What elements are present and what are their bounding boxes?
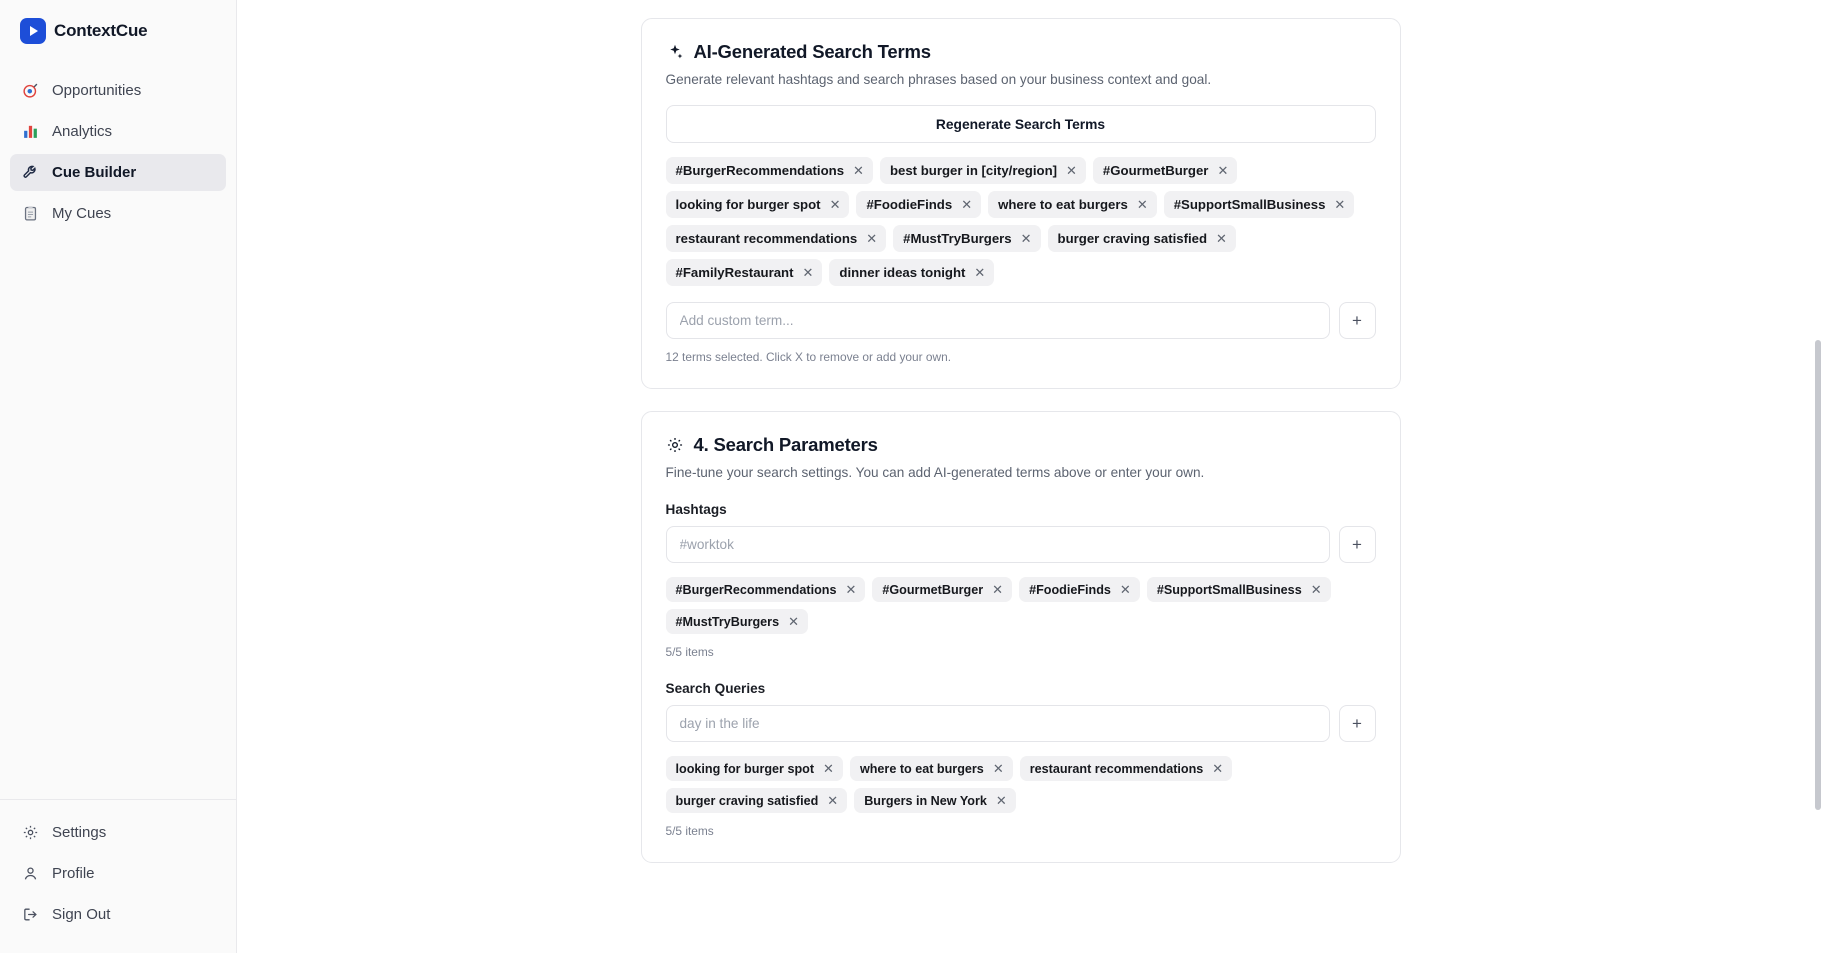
remove-query-icon[interactable]: ✕	[992, 761, 1004, 776]
play-logo-icon	[20, 18, 46, 44]
remove-term-icon[interactable]: ✕	[1217, 163, 1229, 178]
term-chip-label: dinner ideas tonight	[839, 265, 966, 280]
hashtag-chip[interactable]	[1147, 577, 1331, 602]
hashtag-chip[interactable]	[872, 577, 1012, 602]
query-chip-label: Burgers in New York	[864, 793, 987, 808]
hashtags-label: Hashtags	[665, 502, 727, 517]
brand[interactable]	[0, 0, 236, 60]
term-chip-label: #MustTryBurgers	[903, 231, 1012, 246]
hashtag-chip[interactable]	[666, 609, 809, 634]
add-hashtag-button[interactable]: +	[1339, 526, 1376, 563]
remove-hashtag-icon[interactable]: ✕	[788, 614, 799, 629]
query-chip[interactable]	[666, 756, 843, 781]
hashtag-chip[interactable]	[666, 577, 866, 602]
sidebar-item-profile[interactable]	[10, 855, 226, 892]
wrench-icon	[21, 164, 39, 182]
card-subtitle: Fine-tune your search settings. You can add AI-generated terms above or enter your own.	[665, 465, 1205, 480]
hashtag-chip-label: #BurgerRecommendations	[675, 582, 837, 597]
search-queries-input[interactable]	[666, 705, 1330, 742]
term-chip-label: where to eat burgers	[998, 197, 1128, 212]
remove-query-icon[interactable]: ✕	[1212, 761, 1224, 776]
hashtag-chip-label: #GourmetBurger	[882, 582, 984, 597]
sidebar-item-label: Analytics	[52, 123, 113, 140]
search-queries-chip-list	[666, 756, 1376, 813]
user-icon	[21, 865, 39, 883]
term-chip-label: restaurant recommendations	[675, 231, 858, 246]
sidebar-item-analytics[interactable]	[10, 113, 226, 150]
sidebar-item-sign-out[interactable]	[10, 896, 226, 933]
sidebar-item-my-cues[interactable]	[10, 195, 226, 232]
search-parameters-card	[641, 411, 1401, 863]
remove-term-icon[interactable]: ✕	[1334, 197, 1346, 212]
remove-term-icon[interactable]: ✕	[1020, 231, 1032, 246]
remove-term-icon[interactable]: ✕	[829, 197, 841, 212]
query-chip[interactable]	[850, 756, 1013, 781]
term-chip[interactable]	[893, 225, 1040, 252]
term-chip[interactable]	[988, 191, 1157, 218]
query-chip-label: looking for burger spot	[675, 761, 815, 776]
remove-term-icon[interactable]: ✕	[1066, 163, 1077, 178]
sidebar-item-label: Profile	[52, 865, 95, 882]
main-content	[237, 0, 1824, 953]
remove-hashtag-icon[interactable]: ✕	[845, 582, 857, 597]
remove-query-icon[interactable]: ✕	[995, 793, 1007, 808]
page-title: AI-Generated Search Terms	[693, 41, 931, 62]
sidebar-item-label: Sign Out	[52, 906, 111, 923]
sidebar-item-label: My Cues	[52, 205, 112, 222]
search-queries-input-row	[666, 705, 1376, 742]
query-chip[interactable]	[1020, 756, 1232, 781]
term-chip-label: #BurgerRecommendations	[675, 163, 845, 178]
ai-generated-search-terms-card	[641, 18, 1401, 389]
remove-hashtag-icon[interactable]: ✕	[1119, 582, 1131, 597]
hashtags-input-row	[666, 526, 1376, 563]
remove-hashtag-icon[interactable]: ✕	[992, 582, 1004, 597]
bar-chart-icon	[21, 123, 39, 141]
query-chip-label: where to eat burgers	[859, 761, 984, 776]
term-chip-label: looking for burger spot	[675, 197, 821, 212]
sidebar-nav	[0, 72, 236, 236]
remove-term-icon[interactable]: ✕	[853, 163, 864, 178]
term-chip[interactable]	[666, 191, 850, 218]
remove-term-icon[interactable]: ✕	[1216, 231, 1227, 246]
query-chip-label: restaurant recommendations	[1029, 761, 1204, 776]
hashtag-chip[interactable]	[1019, 577, 1140, 602]
ai-terms-chip-list	[666, 157, 1376, 286]
card-header	[666, 434, 1376, 456]
add-search-query-button[interactable]: +	[1339, 705, 1376, 742]
remove-term-icon[interactable]: ✕	[961, 197, 973, 212]
query-chip[interactable]	[666, 788, 848, 813]
card-subtitle: Generate relevant hashtags and search phrases based on your business context and goal.	[665, 72, 1212, 87]
section-title: 4. Search Parameters	[693, 434, 878, 455]
hashtags-input[interactable]	[666, 526, 1330, 563]
sidebar-item-opportunities[interactable]	[10, 72, 226, 109]
remove-query-icon[interactable]: ✕	[827, 793, 839, 808]
term-chip-label: burger craving satisfied	[1057, 231, 1208, 246]
search-queries-count-note: 5/5 items	[665, 824, 714, 838]
term-chip[interactable]	[880, 157, 1086, 184]
sidebar	[0, 0, 237, 953]
add-custom-term-button[interactable]: +	[1339, 302, 1376, 339]
term-chip[interactable]	[1164, 191, 1355, 218]
target-icon	[21, 82, 39, 100]
term-chip[interactable]	[856, 191, 981, 218]
card-header	[666, 41, 1376, 63]
term-chip[interactable]	[829, 259, 994, 286]
query-chip-label: burger craving satisfied	[675, 793, 819, 808]
gear-icon	[21, 824, 39, 842]
term-chip[interactable]	[666, 259, 823, 286]
hashtag-chip-label: #SupportSmallBusiness	[1156, 582, 1302, 597]
hashtag-chip-label: #FoodieFinds	[1029, 582, 1111, 597]
hashtags-count-note: 5/5 items	[665, 645, 714, 659]
remove-term-icon[interactable]: ✕	[1136, 197, 1148, 212]
term-chip-label: #GourmetBurger	[1102, 163, 1209, 178]
sidebar-item-label: Settings	[52, 824, 107, 841]
remove-query-icon[interactable]: ✕	[823, 761, 834, 776]
term-chip-label: #SupportSmallBusiness	[1173, 197, 1326, 212]
remove-term-icon[interactable]: ✕	[866, 231, 878, 246]
hashtags-chip-list	[666, 577, 1376, 634]
vertical-scrollbar[interactable]	[1815, 340, 1821, 810]
add-custom-term-input[interactable]	[666, 302, 1330, 339]
sparkles-icon	[666, 43, 684, 61]
sidebar-spacer	[0, 236, 236, 799]
sidebar-item-label: Cue Builder	[52, 164, 137, 181]
clipboard-icon	[21, 205, 39, 223]
query-chip[interactable]	[854, 788, 1016, 813]
term-chip-label: best burger in [city/region]	[889, 163, 1058, 178]
terms-hint: 12 terms selected. Click X to remove or add your own.	[665, 350, 951, 364]
gear-icon	[666, 436, 684, 454]
term-chip[interactable]	[666, 225, 887, 252]
add-custom-term-row	[666, 302, 1376, 339]
logout-icon	[21, 906, 39, 924]
sidebar-item-cue-builder[interactable]	[10, 154, 226, 191]
term-chip[interactable]	[1048, 225, 1236, 252]
term-chip[interactable]	[1093, 157, 1237, 184]
term-chip-label: #FamilyRestaurant	[675, 265, 794, 280]
remove-term-icon[interactable]: ✕	[974, 265, 986, 280]
sidebar-item-settings[interactable]	[10, 814, 226, 851]
remove-term-icon[interactable]: ✕	[802, 265, 814, 280]
brand-name: ContextCue	[54, 21, 148, 40]
sidebar-item-label: Opportunities	[52, 82, 142, 99]
hashtag-chip-label: #MustTryBurgers	[675, 614, 780, 629]
search-queries-label: Search Queries	[665, 681, 766, 696]
regenerate-search-terms-button[interactable]: Regenerate Search Terms	[666, 105, 1376, 143]
sidebar-footer	[0, 799, 236, 953]
remove-hashtag-icon[interactable]: ✕	[1310, 582, 1322, 597]
term-chip[interactable]	[666, 157, 873, 184]
term-chip-label: #FoodieFinds	[866, 197, 953, 212]
